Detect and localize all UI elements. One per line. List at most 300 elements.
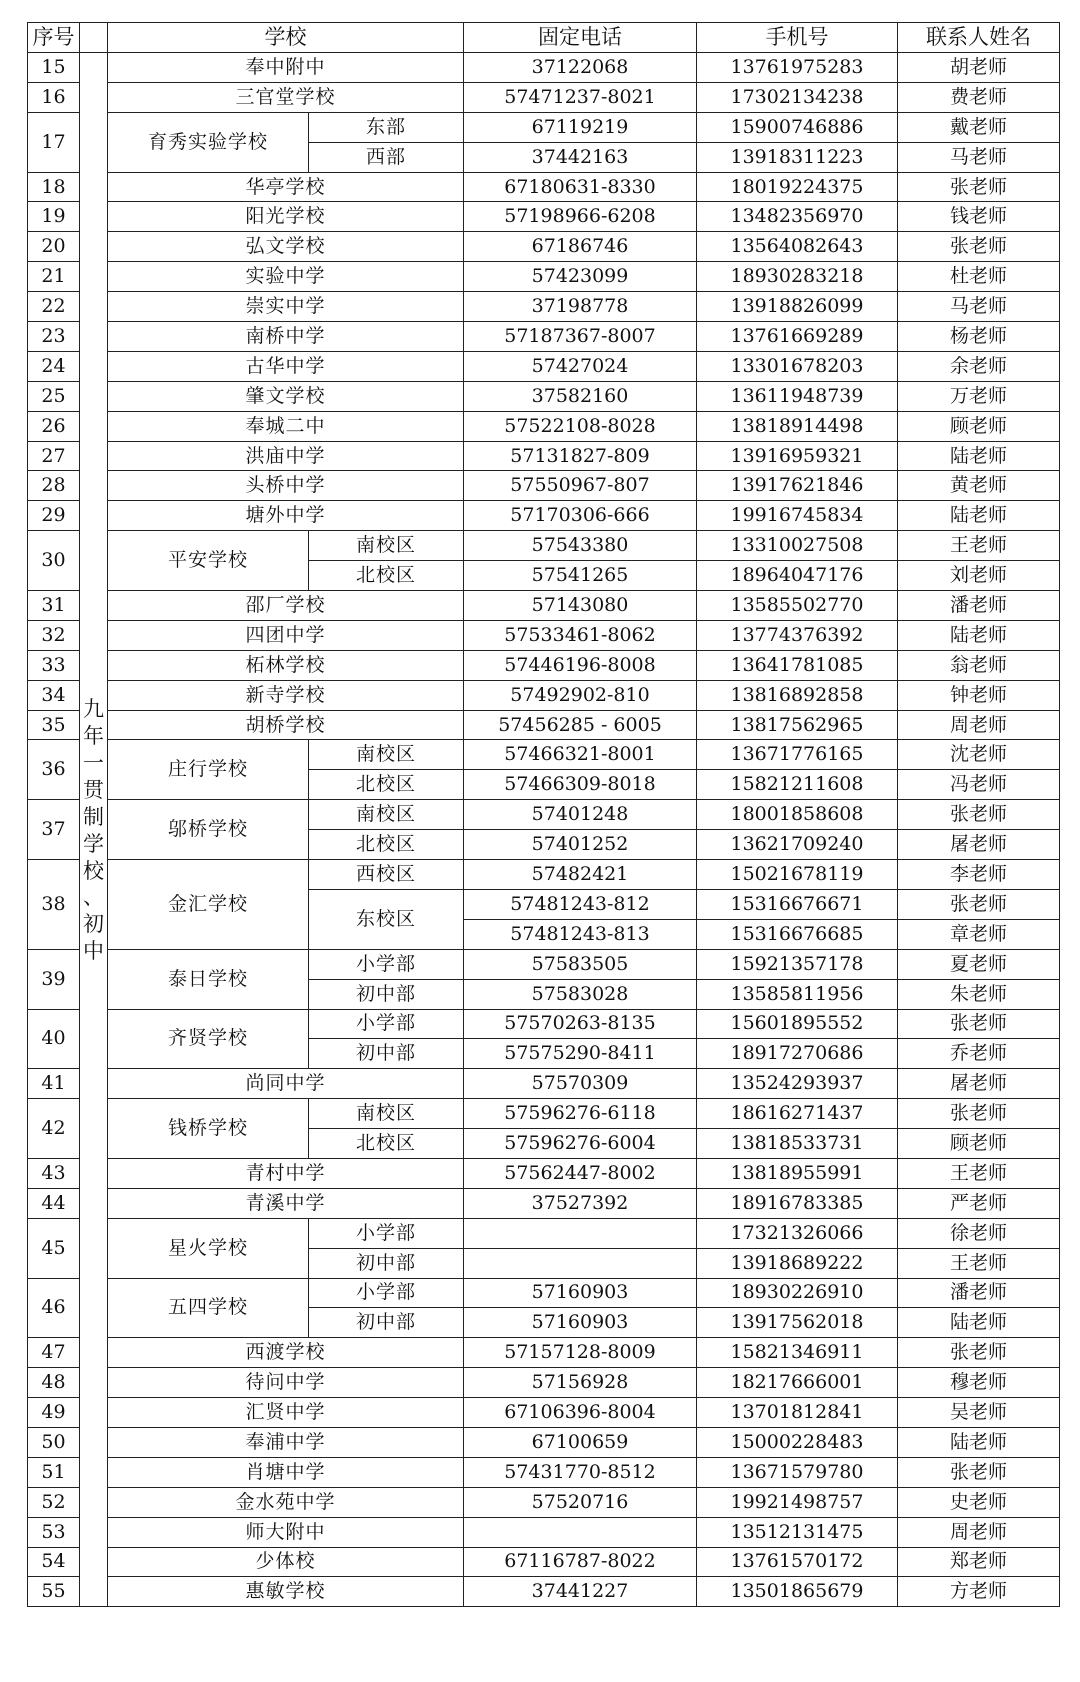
campus-name: 南校区	[309, 740, 464, 770]
landline-phone: 57575290-8411	[464, 1039, 697, 1069]
contact-name: 费老师	[898, 82, 1060, 112]
contact-name: 张老师	[898, 172, 1060, 202]
contact-name: 周老师	[898, 1517, 1060, 1547]
table-row	[28, 591, 1060, 621]
contact-name: 陆老师	[898, 620, 1060, 650]
mobile-phone: 18964047176	[697, 561, 898, 591]
mobile-phone: 17321326066	[697, 1218, 898, 1248]
row-number: 45	[28, 1218, 80, 1278]
contact-name: 张老师	[898, 1099, 1060, 1129]
landline-phone: 57481243-813	[464, 919, 697, 949]
landline-phone	[464, 1517, 697, 1547]
landline-phone: 57466321-8001	[464, 740, 697, 770]
school-name: 钱桥学校	[108, 1099, 309, 1159]
landline-phone: 37122068	[464, 53, 697, 83]
row-number: 30	[28, 531, 80, 591]
school-name: 尚同中学	[108, 1069, 464, 1099]
landline-phone: 37582160	[464, 381, 697, 411]
row-number: 32	[28, 620, 80, 650]
contact-name: 钟老师	[898, 680, 1060, 710]
school-name: 庄行学校	[108, 740, 309, 800]
header-category	[80, 23, 108, 53]
school-name: 新寺学校	[108, 680, 464, 710]
mobile-phone: 13818914498	[697, 411, 898, 441]
mobile-phone: 13564082643	[697, 232, 898, 262]
landline-phone: 37198778	[464, 292, 697, 322]
landline-phone: 57446196-8008	[464, 650, 697, 680]
contact-name: 周老师	[898, 710, 1060, 740]
table-row	[28, 501, 1060, 531]
mobile-phone: 18930226910	[697, 1278, 898, 1308]
mobile-phone: 13585502770	[697, 591, 898, 621]
row-number: 43	[28, 1158, 80, 1188]
landline-phone: 67100659	[464, 1427, 697, 1457]
row-number: 39	[28, 949, 80, 1009]
table-row	[28, 1278, 1060, 1308]
contact-name: 黄老师	[898, 471, 1060, 501]
contact-name: 余老师	[898, 351, 1060, 381]
campus-name: 北校区	[309, 770, 464, 800]
school-name: 肖塘中学	[108, 1457, 464, 1487]
mobile-phone: 18930283218	[697, 262, 898, 292]
mobile-phone: 13917621846	[697, 471, 898, 501]
landline-phone	[464, 1248, 697, 1278]
table-row	[28, 860, 1060, 890]
school-name: 弘文学校	[108, 232, 464, 262]
school-name: 奉中附中	[108, 53, 464, 83]
table-row	[28, 82, 1060, 112]
row-number: 51	[28, 1457, 80, 1487]
contact-name: 马老师	[898, 292, 1060, 322]
row-number: 35	[28, 710, 80, 740]
row-number: 50	[28, 1427, 80, 1457]
row-number: 15	[28, 53, 80, 83]
mobile-phone: 15601895552	[697, 1009, 898, 1039]
contact-name: 张老师	[898, 889, 1060, 919]
table-row	[28, 1338, 1060, 1368]
mobile-phone: 13918826099	[697, 292, 898, 322]
mobile-phone: 18019224375	[697, 172, 898, 202]
contact-name: 屠老师	[898, 1069, 1060, 1099]
school-name: 胡桥学校	[108, 710, 464, 740]
landline-phone: 57543380	[464, 531, 697, 561]
school-name: 西渡学校	[108, 1338, 464, 1368]
landline-phone: 57427024	[464, 351, 697, 381]
campus-name: 东部	[309, 112, 464, 142]
mobile-phone: 13918311223	[697, 142, 898, 172]
contact-name: 章老师	[898, 919, 1060, 949]
table-row	[28, 322, 1060, 352]
table-row	[28, 112, 1060, 142]
table-body	[28, 53, 1060, 1607]
landline-phone: 57160903	[464, 1308, 697, 1338]
table-row	[28, 1577, 1060, 1607]
table-row	[28, 1368, 1060, 1398]
campus-name: 初中部	[309, 1039, 464, 1069]
campus-name: 北校区	[309, 561, 464, 591]
school-name: 金汇学校	[108, 860, 309, 950]
table-row	[28, 471, 1060, 501]
school-name: 头桥中学	[108, 471, 464, 501]
row-number: 47	[28, 1338, 80, 1368]
contact-name: 杨老师	[898, 322, 1060, 352]
landline-phone: 57170306-666	[464, 501, 697, 531]
school-name: 阳光学校	[108, 202, 464, 232]
contact-name: 陆老师	[898, 1427, 1060, 1457]
contact-name: 张老师	[898, 232, 1060, 262]
row-number: 22	[28, 292, 80, 322]
mobile-phone: 13918689222	[697, 1248, 898, 1278]
landline-phone: 57583028	[464, 979, 697, 1009]
row-number: 37	[28, 800, 80, 860]
mobile-phone: 13761669289	[697, 322, 898, 352]
table-row	[28, 1547, 1060, 1577]
contact-name: 屠老师	[898, 830, 1060, 860]
mobile-phone: 15821211608	[697, 770, 898, 800]
landline-phone: 57492902-810	[464, 680, 697, 710]
landline-phone: 57570263-8135	[464, 1009, 697, 1039]
landline-phone: 57522108-8028	[464, 411, 697, 441]
row-number: 16	[28, 82, 80, 112]
school-name: 泰日学校	[108, 949, 309, 1009]
table-row	[28, 740, 1060, 770]
table-row	[28, 53, 1060, 83]
table-row	[28, 411, 1060, 441]
campus-name: 北校区	[309, 1129, 464, 1159]
school-name: 待问中学	[108, 1368, 464, 1398]
row-number: 34	[28, 680, 80, 710]
mobile-phone: 13310027508	[697, 531, 898, 561]
row-number: 44	[28, 1188, 80, 1218]
row-number: 36	[28, 740, 80, 800]
landline-phone: 57156928	[464, 1368, 697, 1398]
row-number: 24	[28, 351, 80, 381]
row-number: 18	[28, 172, 80, 202]
contact-name: 张老师	[898, 800, 1060, 830]
row-number: 41	[28, 1069, 80, 1099]
row-number: 25	[28, 381, 80, 411]
mobile-phone: 15021678119	[697, 860, 898, 890]
landline-phone: 57520716	[464, 1487, 697, 1517]
mobile-phone: 15000228483	[697, 1427, 898, 1457]
contact-name: 徐老师	[898, 1218, 1060, 1248]
mobile-phone: 13671776165	[697, 740, 898, 770]
table-row	[28, 1517, 1060, 1547]
landline-phone: 57187367-8007	[464, 322, 697, 352]
table-row	[28, 1218, 1060, 1248]
category-label: 九 年 一 贯 制 学 校 、 初 中	[80, 53, 108, 1607]
landline-phone: 57143080	[464, 591, 697, 621]
mobile-phone: 13916959321	[697, 441, 898, 471]
row-number: 19	[28, 202, 80, 232]
mobile-phone: 18217666001	[697, 1368, 898, 1398]
mobile-phone: 19916745834	[697, 501, 898, 531]
row-number: 29	[28, 501, 80, 531]
campus-name: 初中部	[309, 1248, 464, 1278]
mobile-phone: 13917562018	[697, 1308, 898, 1338]
mobile-phone: 13301678203	[697, 351, 898, 381]
school-name: 少体校	[108, 1547, 464, 1577]
contact-name: 朱老师	[898, 979, 1060, 1009]
row-number: 21	[28, 262, 80, 292]
school-name: 邬桥学校	[108, 800, 309, 860]
mobile-phone: 18916783385	[697, 1188, 898, 1218]
row-number: 20	[28, 232, 80, 262]
campus-name: 北校区	[309, 830, 464, 860]
contact-name: 翁老师	[898, 650, 1060, 680]
contact-name: 张老师	[898, 1009, 1060, 1039]
mobile-phone: 15900746886	[697, 112, 898, 142]
school-name: 平安学校	[108, 531, 309, 591]
table-row	[28, 292, 1060, 322]
row-number: 27	[28, 441, 80, 471]
landline-phone: 57466309-8018	[464, 770, 697, 800]
contact-name: 冯老师	[898, 770, 1060, 800]
table-row	[28, 262, 1060, 292]
contact-name: 潘老师	[898, 591, 1060, 621]
contact-name: 顾老师	[898, 411, 1060, 441]
table-row	[28, 1427, 1060, 1457]
landline-phone: 57431770-8512	[464, 1457, 697, 1487]
table-row	[28, 1398, 1060, 1428]
mobile-phone: 17302134238	[697, 82, 898, 112]
contact-name: 张老师	[898, 1338, 1060, 1368]
mobile-phone: 13816892858	[697, 680, 898, 710]
table-row	[28, 650, 1060, 680]
mobile-phone: 13671579780	[697, 1457, 898, 1487]
row-number: 31	[28, 591, 80, 621]
campus-name: 小学部	[309, 1009, 464, 1039]
school-name: 师大附中	[108, 1517, 464, 1547]
landline-phone: 57481243-812	[464, 889, 697, 919]
table-row	[28, 1487, 1060, 1517]
school-name: 青溪中学	[108, 1188, 464, 1218]
contact-name: 沈老师	[898, 740, 1060, 770]
mobile-phone: 13818533731	[697, 1129, 898, 1159]
header-no: 序号	[28, 23, 80, 53]
contact-table	[27, 22, 1060, 1607]
school-name: 塘外中学	[108, 501, 464, 531]
contact-name: 胡老师	[898, 53, 1060, 83]
school-name: 奉城二中	[108, 411, 464, 441]
landline-phone: 57550967-807	[464, 471, 697, 501]
landline-phone: 57533461-8062	[464, 620, 697, 650]
mobile-phone: 13585811956	[697, 979, 898, 1009]
table-row	[28, 1457, 1060, 1487]
landline-phone: 57401252	[464, 830, 697, 860]
contact-name: 夏老师	[898, 949, 1060, 979]
landline-phone: 57160903	[464, 1278, 697, 1308]
table-row	[28, 172, 1060, 202]
contact-name: 万老师	[898, 381, 1060, 411]
mobile-phone: 13512131475	[697, 1517, 898, 1547]
table-row	[28, 351, 1060, 381]
row-number: 52	[28, 1487, 80, 1517]
table-row	[28, 1188, 1060, 1218]
campus-name: 西部	[309, 142, 464, 172]
contact-name: 方老师	[898, 1577, 1060, 1607]
mobile-phone: 13701812841	[697, 1398, 898, 1428]
row-number: 40	[28, 1009, 80, 1069]
mobile-phone: 15316676671	[697, 889, 898, 919]
mobile-phone: 13621709240	[697, 830, 898, 860]
mobile-phone: 13761570172	[697, 1547, 898, 1577]
school-name: 育秀实验学校	[108, 112, 309, 172]
landline-phone: 67106396-8004	[464, 1398, 697, 1428]
contact-name: 顾老师	[898, 1129, 1060, 1159]
landline-phone: 57401248	[464, 800, 697, 830]
school-name: 齐贤学校	[108, 1009, 309, 1069]
mobile-phone: 18001858608	[697, 800, 898, 830]
campus-name: 初中部	[309, 979, 464, 1009]
mobile-phone: 15921357178	[697, 949, 898, 979]
row-number: 53	[28, 1517, 80, 1547]
contact-name: 严老师	[898, 1188, 1060, 1218]
landline-phone: 37527392	[464, 1188, 697, 1218]
campus-name: 南校区	[309, 800, 464, 830]
landline-phone: 37441227	[464, 1577, 697, 1607]
table-row	[28, 680, 1060, 710]
contact-name: 王老师	[898, 1248, 1060, 1278]
row-number: 42	[28, 1099, 80, 1159]
contact-name: 李老师	[898, 860, 1060, 890]
contact-name: 王老师	[898, 531, 1060, 561]
landline-phone: 57131827-809	[464, 441, 697, 471]
table-row	[28, 1069, 1060, 1099]
school-name: 崇实中学	[108, 292, 464, 322]
landline-phone: 57471237-8021	[464, 82, 697, 112]
landline-phone: 57456285 - 6005	[464, 710, 697, 740]
table-row	[28, 1009, 1060, 1039]
landline-phone: 67116787-8022	[464, 1547, 697, 1577]
mobile-phone: 18616271437	[697, 1099, 898, 1129]
contact-name: 马老师	[898, 142, 1060, 172]
contact-name: 王老师	[898, 1158, 1060, 1188]
contact-name: 吴老师	[898, 1398, 1060, 1428]
campus-name: 西校区	[309, 860, 464, 890]
landline-phone: 57423099	[464, 262, 697, 292]
row-number: 17	[28, 112, 80, 172]
mobile-phone: 18917270686	[697, 1039, 898, 1069]
landline-phone: 67186746	[464, 232, 697, 262]
mobile-phone: 15316676685	[697, 919, 898, 949]
contact-name: 乔老师	[898, 1039, 1060, 1069]
row-number: 48	[28, 1368, 80, 1398]
table-row	[28, 800, 1060, 830]
contact-name: 戴老师	[898, 112, 1060, 142]
header-contact: 联系人姓名	[898, 23, 1060, 53]
header-phone: 固定电话	[464, 23, 697, 53]
school-name: 南桥中学	[108, 322, 464, 352]
school-name: 洪庙中学	[108, 441, 464, 471]
contact-name: 钱老师	[898, 202, 1060, 232]
landline-phone: 57541265	[464, 561, 697, 591]
mobile-phone: 13818955991	[697, 1158, 898, 1188]
header-row	[28, 23, 1060, 53]
table-row	[28, 1158, 1060, 1188]
row-number: 26	[28, 411, 80, 441]
school-name: 肇文学校	[108, 381, 464, 411]
landline-phone: 57596276-6004	[464, 1129, 697, 1159]
table-row	[28, 1099, 1060, 1129]
row-number: 23	[28, 322, 80, 352]
contact-name: 刘老师	[898, 561, 1060, 591]
school-name: 实验中学	[108, 262, 464, 292]
table-row	[28, 710, 1060, 740]
school-name: 三官堂学校	[108, 82, 464, 112]
landline-phone: 57562447-8002	[464, 1158, 697, 1188]
landline-phone: 57482421	[464, 860, 697, 890]
mobile-phone: 13501865679	[697, 1577, 898, 1607]
mobile-phone: 19921498757	[697, 1487, 898, 1517]
table-row	[28, 381, 1060, 411]
school-name: 惠敏学校	[108, 1577, 464, 1607]
campus-name: 东校区	[309, 889, 464, 949]
landline-phone: 57583505	[464, 949, 697, 979]
contact-name: 史老师	[898, 1487, 1060, 1517]
landline-phone: 57570309	[464, 1069, 697, 1099]
school-name: 星火学校	[108, 1218, 309, 1278]
contact-name: 杜老师	[898, 262, 1060, 292]
landline-phone: 37442163	[464, 142, 697, 172]
contact-name: 郑老师	[898, 1547, 1060, 1577]
school-name: 青村中学	[108, 1158, 464, 1188]
contact-name: 陆老师	[898, 1308, 1060, 1338]
school-name: 汇贤中学	[108, 1398, 464, 1428]
school-name: 柘林学校	[108, 650, 464, 680]
school-name: 邵厂学校	[108, 591, 464, 621]
table-row	[28, 441, 1060, 471]
school-name: 四团中学	[108, 620, 464, 650]
mobile-phone: 13482356970	[697, 202, 898, 232]
mobile-phone: 13611948739	[697, 381, 898, 411]
campus-name: 小学部	[309, 949, 464, 979]
row-number: 46	[28, 1278, 80, 1338]
school-name: 华亭学校	[108, 172, 464, 202]
row-number: 49	[28, 1398, 80, 1428]
table-row	[28, 202, 1060, 232]
campus-name: 小学部	[309, 1218, 464, 1248]
school-name: 古华中学	[108, 351, 464, 381]
row-number: 33	[28, 650, 80, 680]
school-name: 金水苑中学	[108, 1487, 464, 1517]
table-row	[28, 232, 1060, 262]
row-number: 54	[28, 1547, 80, 1577]
campus-name: 南校区	[309, 1099, 464, 1129]
contact-name: 陆老师	[898, 501, 1060, 531]
header-mobile: 手机号	[697, 23, 898, 53]
school-name: 奉浦中学	[108, 1427, 464, 1457]
school-contact-sheet	[27, 22, 1059, 1607]
campus-name: 南校区	[309, 531, 464, 561]
landline-phone: 57157128-8009	[464, 1338, 697, 1368]
row-number: 28	[28, 471, 80, 501]
mobile-phone: 15821346911	[697, 1338, 898, 1368]
landline-phone: 67180631-8330	[464, 172, 697, 202]
contact-name: 穆老师	[898, 1368, 1060, 1398]
row-number: 38	[28, 860, 80, 950]
landline-phone	[464, 1218, 697, 1248]
contact-name: 陆老师	[898, 441, 1060, 471]
landline-phone: 57596276-6118	[464, 1099, 697, 1129]
contact-name: 张老师	[898, 1457, 1060, 1487]
landline-phone: 57198966-6208	[464, 202, 697, 232]
mobile-phone: 13761975283	[697, 53, 898, 83]
table-row	[28, 949, 1060, 979]
header-school: 学校	[108, 23, 464, 53]
contact-name: 潘老师	[898, 1278, 1060, 1308]
mobile-phone: 13774376392	[697, 620, 898, 650]
